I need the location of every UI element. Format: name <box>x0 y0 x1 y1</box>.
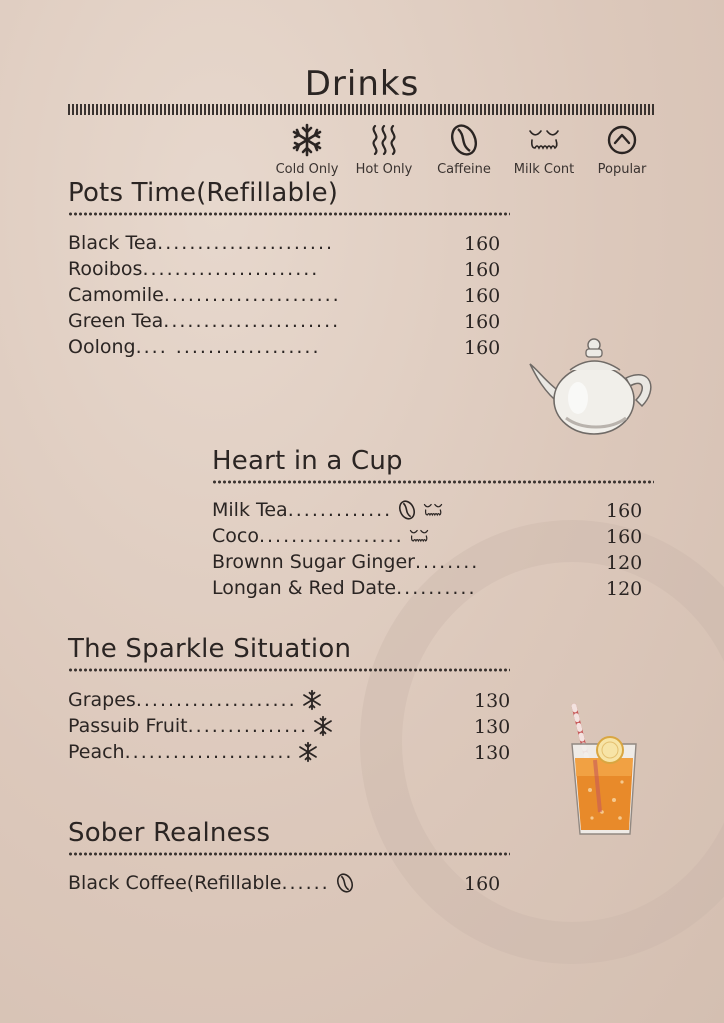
menu-title: Drinks <box>304 64 420 104</box>
milk-icon <box>526 122 562 158</box>
coffee-bean-icon <box>446 122 482 158</box>
item-price: 130 <box>474 690 511 712</box>
section-divider <box>68 212 510 216</box>
legend-popular: Popular <box>594 122 650 177</box>
snowflake-icon <box>301 689 323 711</box>
snowflake-icon <box>297 741 319 763</box>
item-price: 160 <box>464 311 501 333</box>
legend-milk-cont: Milk Cont <box>508 122 580 177</box>
list-item: Black Coffee(Refillable ...... <box>68 872 356 894</box>
coffee-bean-icon <box>396 499 418 521</box>
item-price: 160 <box>464 285 501 307</box>
popular-icon <box>604 122 640 158</box>
list-item: Brownn Sugar Ginger ........ <box>212 551 480 573</box>
milk-icon <box>422 499 444 521</box>
section-divider <box>68 668 510 672</box>
item-price: 160 <box>464 233 501 255</box>
list-item: Camomile ...................... <box>68 284 341 306</box>
item-price: 160 <box>464 259 501 281</box>
section-title-sparkle-situation: The Sparkle Situation <box>68 634 352 664</box>
legend-caffeine: Caffeine <box>432 122 496 177</box>
section-divider <box>212 480 654 484</box>
list-item: Passuib Fruit ............... <box>68 715 334 737</box>
teapot-illustration <box>526 330 660 438</box>
section-divider <box>68 852 510 856</box>
list-item: Oolong .... .................. <box>68 336 321 358</box>
list-item: Coco .................. <box>212 525 430 547</box>
item-price: 130 <box>474 742 511 764</box>
title-divider <box>68 104 656 115</box>
item-price: 130 <box>474 716 511 738</box>
item-price: 160 <box>606 500 643 522</box>
list-item: Milk Tea ............. <box>212 499 444 521</box>
legend-cold-only: Cold Only <box>270 122 344 177</box>
list-item: Longan & Red Date .......... <box>212 577 477 599</box>
item-price: 120 <box>606 552 643 574</box>
item-price: 160 <box>464 873 501 895</box>
snowflake-icon <box>289 122 325 158</box>
item-price: 120 <box>606 578 643 600</box>
list-item: Grapes .................... <box>68 689 323 711</box>
section-title-pots-time: Pots Time(Refillable) <box>68 178 339 208</box>
list-item: Green Tea ...................... <box>68 310 341 332</box>
iced-drink-illustration <box>562 700 644 842</box>
item-price: 160 <box>464 337 501 359</box>
coffee-bean-icon <box>334 872 356 894</box>
list-item: Peach ..................... <box>68 741 319 763</box>
section-title-heart-in-a-cup: Heart in a Cup <box>212 446 403 476</box>
item-price: 160 <box>606 526 643 548</box>
legend-hot-only: Hot Only <box>350 122 418 177</box>
list-item: Black Tea ...................... <box>68 232 335 254</box>
list-item: Rooibos ...................... <box>68 258 320 280</box>
snowflake-icon <box>312 715 334 737</box>
steam-icon <box>366 122 402 158</box>
milk-icon <box>408 525 430 547</box>
section-title-sober-realness: Sober Realness <box>68 818 271 848</box>
